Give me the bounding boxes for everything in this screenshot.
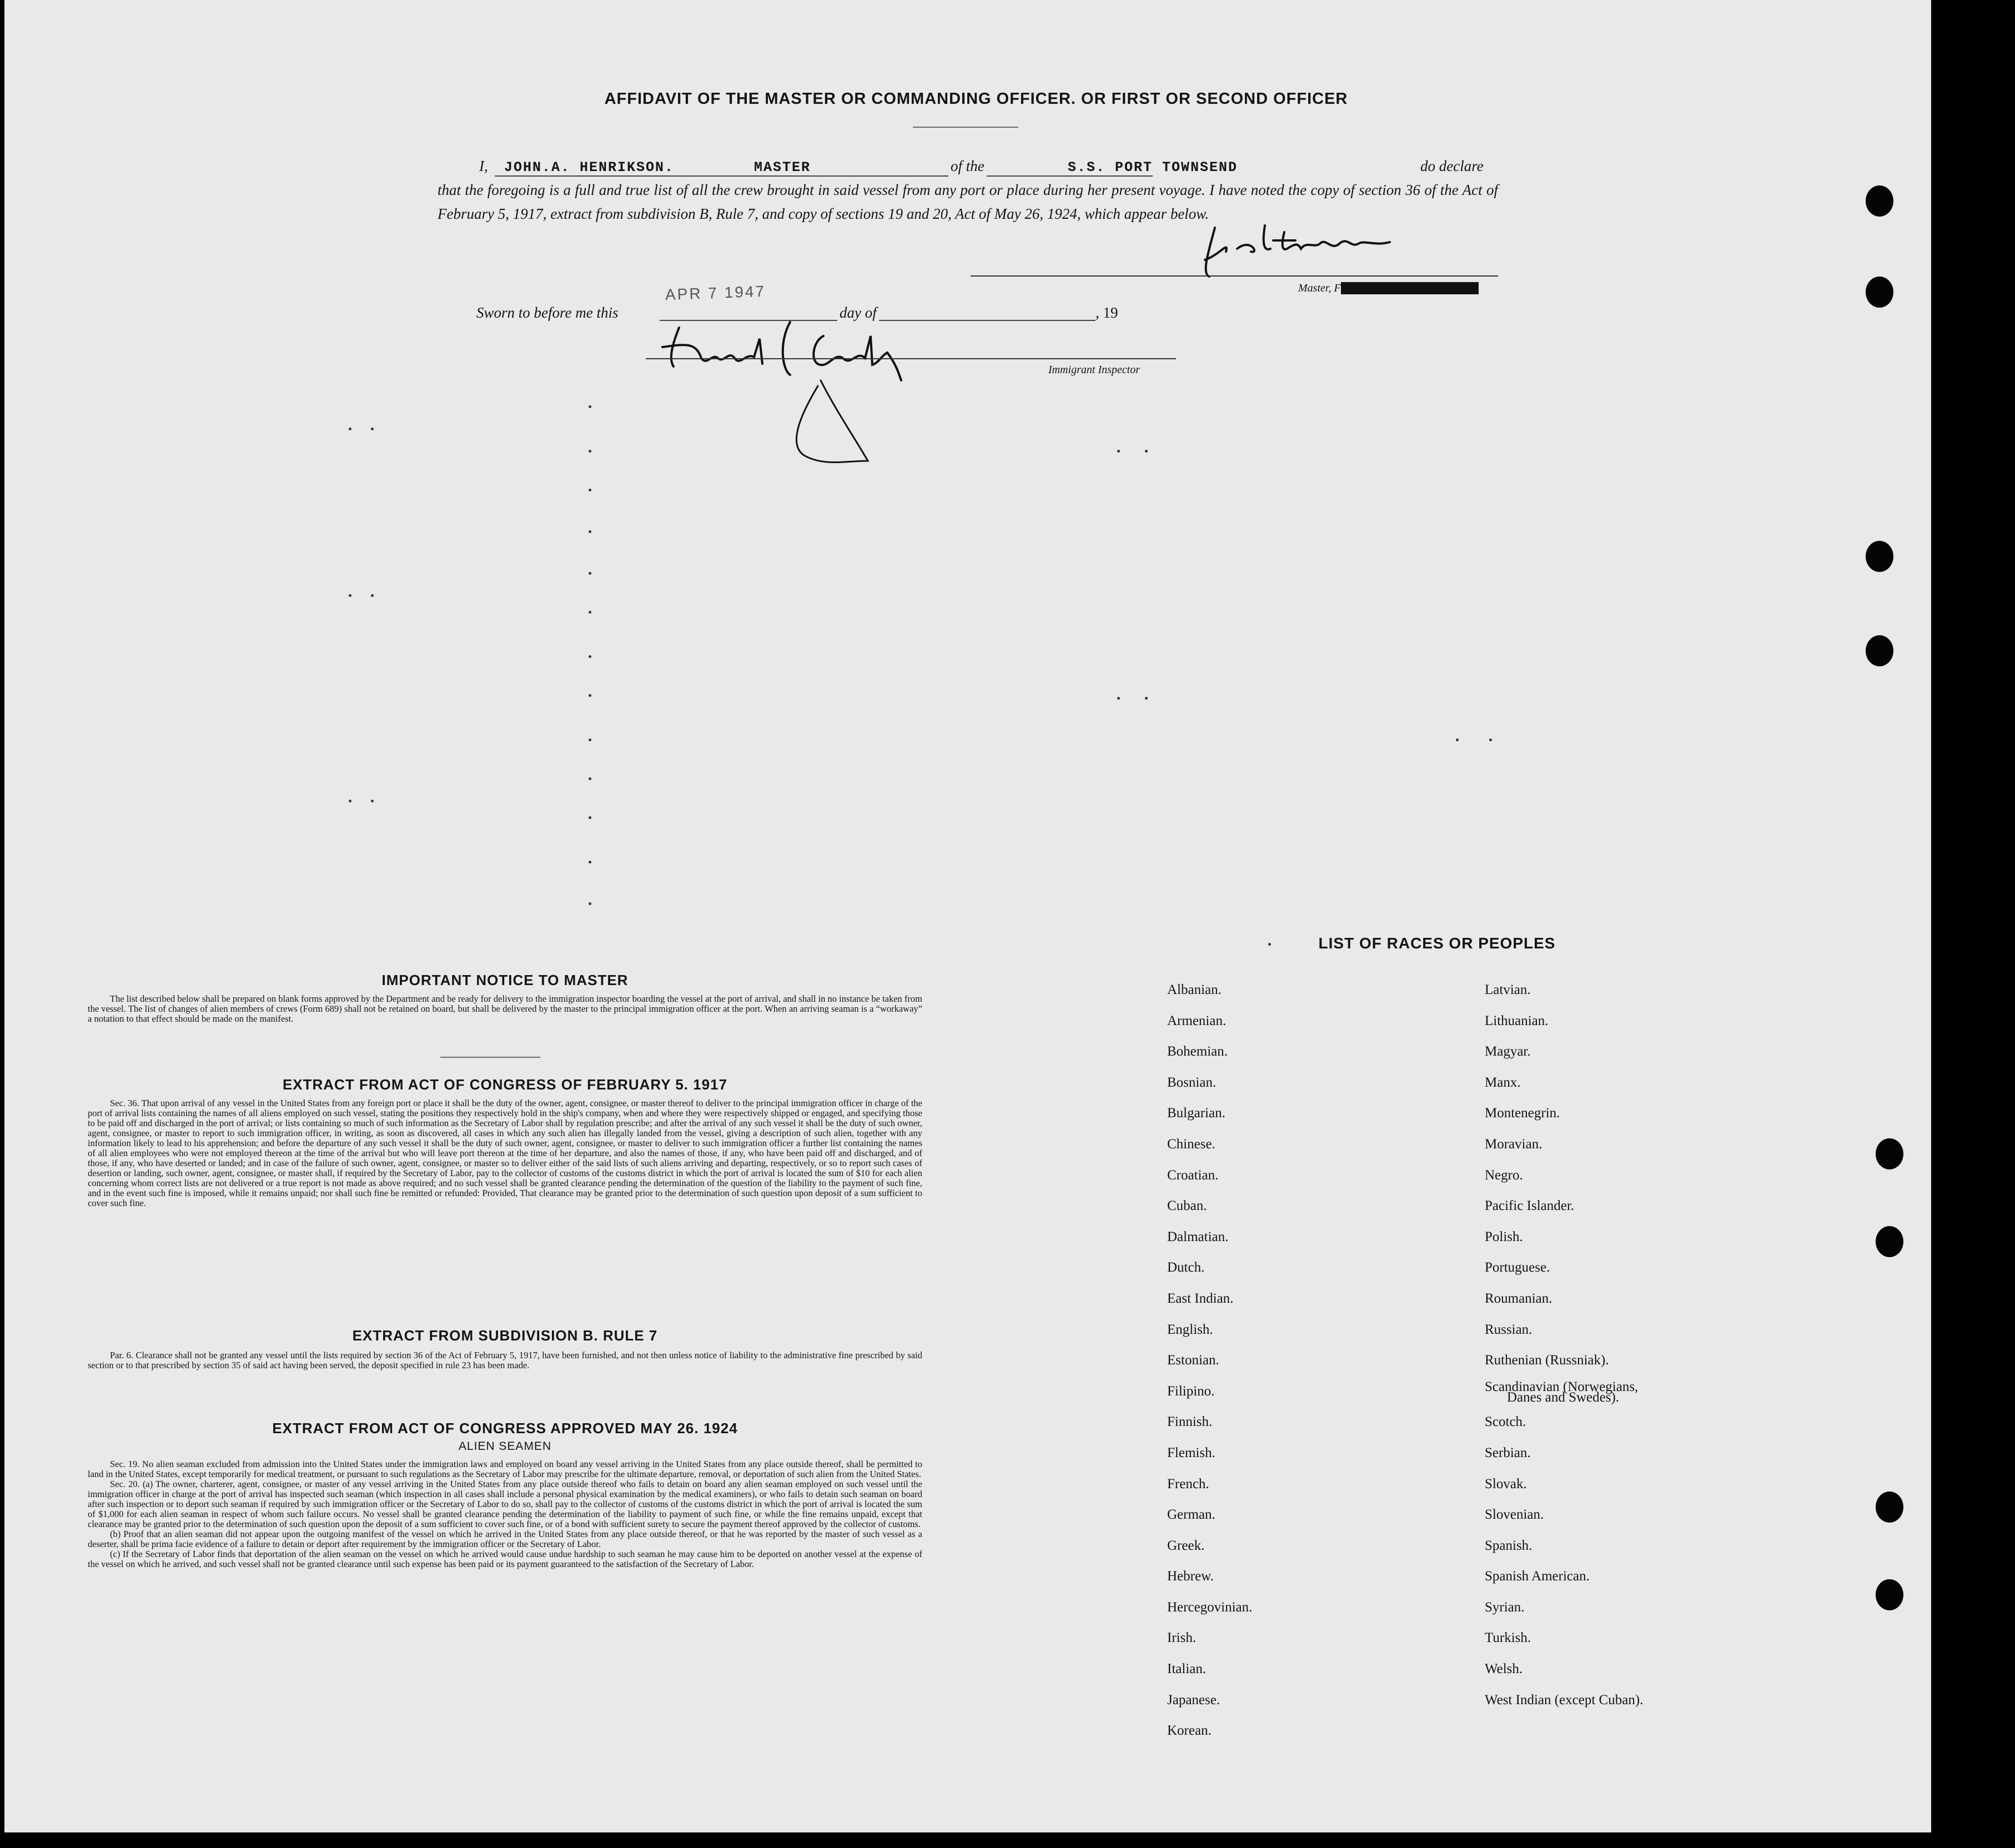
scan-dot — [589, 777, 591, 780]
race-item: Irish. — [1167, 1630, 1197, 1646]
race-item: Portuguese. — [1485, 1260, 1550, 1275]
race-item: Lithuanian. — [1485, 1013, 1549, 1028]
scan-dot — [349, 800, 351, 802]
race-item: Italian. — [1167, 1661, 1207, 1677]
scan-dot — [589, 861, 591, 863]
document-page — [4, 0, 1931, 1832]
races-right-column — [1485, 975, 1643, 1715]
affidavit-title: AFFIDAVIT OF THE MASTER OR COMMANDING OFFICER. OR FIRST OR SECOND OFFICER — [604, 90, 1348, 108]
extract-1917-text — [88, 1098, 922, 1208]
section-20a-paragraph: Sec. 20. (a) The owner, charterer, agent, consignee, or master of any vessel arriving in the United States from any place outside thereof who fails to detain on board any alien seaman employed on such vessel until the immigration officer in charge at the port of arrival has inspected such seaman (which inspection in all cases shall include a personal physical examination by the medical examiners), or who fails to detain such seaman on board after such inspection or to deport such seaman if required by such immigration officer or the Secretary of Labor to do so, shall pay to the collector of customs of the customs district in which the port of arrival is located the sum of $1,000 for each alien seaman in respect of whom such failure occurs. No vessel shall be granted clearance pending the determination of the liability to payment of such fine, or while the fine remains unpaid, except that clearance may be granted prior to the determination of such question upon the deposit of a sum sufficient to cover such fine, or of a bond with sufficient surety to secure the payment thereof approved by the collector of customs. — [88, 1479, 922, 1529]
section-20b-paragraph: (b) Proof that an alien seaman did not appear upon the outgoing manifest of the vessel on which he arrived in the United States from any place outside thereof, or that he was reported by the master of such vessel as a deserter, shall be prima facie evidence of a failure to detain or deport after requirement by the immigration officer or the Secretary of Labor. — [88, 1529, 922, 1549]
do-declare-label: do declare — [1420, 158, 1484, 174]
race-item: Scandinavian (Norwegians, — [1485, 1379, 1639, 1394]
race-item: Welsh. — [1485, 1661, 1523, 1677]
sworn-line — [476, 304, 619, 322]
master-label-struck: IRST OR SECOND OFFICER — [1340, 282, 1479, 294]
race-item: West Indian (except Cuban). — [1485, 1692, 1644, 1708]
scan-dot — [589, 572, 591, 575]
race-item: Chinese. — [1167, 1136, 1215, 1152]
day-of-label: day of — [837, 304, 879, 322]
scan-dot — [371, 428, 374, 430]
race-item: Pacific Islander. — [1485, 1198, 1575, 1214]
master-signature-line — [971, 275, 1498, 277]
race-item: Spanish. — [1485, 1538, 1532, 1553]
scan-dot — [589, 450, 591, 453]
notice-paragraph: The list described below shall be prepared on blank forms approved by the Department and be ready for delivery to the immigration inspector boarding the vessel at the port of arrival, and shall in no instance be taken from the vessel. The list of changes of alien members of crews (Form 689) shall not be retained on board, but shall be delivered by the master to the principal immigration officer at the port. When an arriving seaman is a “workaway” a notation to that effect should be made on the manifest. — [88, 993, 922, 1024]
date-stamp: APR 7 1947 — [665, 282, 766, 304]
notice-text — [88, 994, 922, 1024]
scan-dot — [349, 594, 351, 597]
punch-hole — [1866, 635, 1893, 666]
year-prefix: , 19 — [1096, 304, 1118, 321]
race-item: Dutch. — [1167, 1260, 1205, 1275]
scan-dot — [349, 428, 351, 430]
extract-1917-title: EXTRACT FROM ACT OF CONGRESS OF FEBRUARY 5. 1917 — [282, 1076, 728, 1093]
rule-7-title: EXTRACT FROM SUBDIVISION B. RULE 7 — [352, 1327, 658, 1344]
race-item: Bohemian. — [1167, 1044, 1228, 1059]
scan-dot — [1117, 450, 1120, 453]
scan-dot — [1145, 697, 1148, 700]
scan-dot — [371, 800, 374, 802]
race-item: Filipino. — [1167, 1383, 1215, 1399]
scan-dot — [1145, 450, 1148, 453]
notice-title: IMPORTANT NOTICE TO MASTER — [381, 972, 629, 988]
race-item: Turkish. — [1485, 1630, 1531, 1646]
extract-1924-title: EXTRACT FROM ACT OF CONGRESS APPROVED MAY 26. 1924 — [272, 1420, 738, 1437]
race-item: Danes and Swedes). — [1507, 1389, 1620, 1405]
race-item: Armenian. — [1167, 1013, 1227, 1028]
alien-seamen-subtitle: ALIEN SEAMEN — [458, 1440, 552, 1453]
scan-dot — [589, 816, 591, 819]
race-item: Hercegovinian. — [1167, 1599, 1253, 1615]
race-item: Spanish American. — [1485, 1569, 1590, 1584]
scan-dot — [1268, 943, 1271, 946]
master-name: JOHN.A. HENRIKSON. — [504, 159, 675, 175]
race-item: East Indian. — [1167, 1290, 1234, 1306]
declarant-line — [438, 154, 1498, 178]
race-item: German. — [1167, 1507, 1215, 1523]
affidavit-body — [438, 154, 1498, 226]
race-item: English. — [1167, 1322, 1213, 1337]
master-label-group — [1298, 282, 1479, 295]
scan-dot — [589, 611, 591, 614]
master-signature — [1198, 221, 1420, 282]
race-item: Magyar. — [1485, 1044, 1531, 1059]
race-item: Russian. — [1485, 1322, 1532, 1337]
scan-dot — [589, 655, 591, 658]
punch-hole — [1876, 1492, 1903, 1523]
scan-dot — [589, 694, 591, 697]
declarant-prefix: I, — [479, 158, 488, 174]
race-item: Serbian. — [1485, 1445, 1531, 1460]
race-item: Polish. — [1485, 1229, 1523, 1244]
notice-divider — [440, 1057, 540, 1058]
race-item: Slovak. — [1485, 1476, 1527, 1492]
race-item: Roumanian. — [1485, 1290, 1552, 1306]
race-item: Hebrew. — [1167, 1569, 1214, 1584]
title-divider — [913, 127, 1018, 128]
section-19-paragraph: Sec. 19. No alien seaman excluded from admission into the United States under the immigration laws and employed on board any vessel arriving in the United States from any place outside thereof, shall be permitted to land in the United States, except temporarily for medical treatment, or pursuant to such regulations as the Secretary of Labor may prescribe for the ultimate departure, removal, or deportation of such alien from the United States. — [88, 1459, 922, 1479]
scan-dot — [1456, 739, 1459, 741]
scan-dot — [1117, 697, 1120, 700]
race-item: Dalmatian. — [1167, 1229, 1229, 1244]
master-rank: MASTER — [754, 159, 811, 175]
race-item: Greek. — [1167, 1538, 1205, 1553]
race-item: Japanese. — [1167, 1692, 1220, 1708]
race-item: Slovenian. — [1485, 1507, 1544, 1523]
punch-hole — [1866, 541, 1893, 572]
scan-dot — [589, 489, 591, 491]
section-36-paragraph: Sec. 36. That upon arrival of any vessel in the United States from any foreign port or place it shall be the duty of the owner, agent, consignee, or master thereof to deliver to the principal immigration officer in charge of the port of arrival lists containing the names of all aliens employed on such vessel, stating the positions they respectively hold in the ship's company, when and where they were respectively shipped or engaged, and specifying those to be paid off and discharged in the port of arrival; or lists containing so much of such information as the Secretary of Labor shall by regulation prescribe; and after the arrival of any such vessel it shall be the duty of such owner, agent, consignee, or master to report to such immigration officer, in writing, as soon as discovered, all cases in which any such alien has illegally landed from the vessel, giving a description of such alien, together with any information likely to lead to his apprehension; and before the departure of any such vessel it shall be the duty of such owner, agent, consignee, or master to deliver to such immigration officer a further list containing the names of all alien employees who were not employed thereon at the time of the arrival but who will leave port thereon at the time of her departure, and also the names of those, if any, who have been paid off and discharged, and of those, if any, who have deserted or landed; and in case of the failure of such owner, agent, consignee, or master so to deliver either of the said lists of such aliens arriving and departing, respectively, or so to report such cases of desertion or landing, such owner, agent, consignee, or master shall, if required by the Secretary of Labor, pay to the collector of customs of the customs district in which the port of arrival is located the sum of $10 for each alien concerning whom correct lists are not delivered or a true report is not made as above required; and no such vessel shall be granted clearance pending the determination of the question of the liability to the payment of such fine, and in the event such fine is imposed, while it remains unpaid; nor shall such fine be remitted or refunded: Provided, That clearance may be granted prior to the determination of such question upon deposit of a sum sufficient to cover such fine. — [88, 1098, 922, 1208]
race-item: Flemish. — [1167, 1445, 1215, 1460]
inspector-label: Immigrant Inspector — [1048, 364, 1140, 376]
race-item: Montenegrin. — [1485, 1106, 1560, 1121]
punch-hole — [1866, 277, 1893, 308]
affidavit-text: that the foregoing is a full and true list of all the crew brought in said vessel from any port or place during her present voyage. I have noted the copy of section 36 of the Act of February 5, 1917, extract from subdivision B, Rule 7, and copy of sections 19 and 20, Act of May 26, 1924, which appear below. — [438, 182, 1498, 222]
punch-hole — [1866, 185, 1893, 217]
scan-dot — [1489, 739, 1492, 741]
race-item: Latvian. — [1485, 982, 1531, 997]
punch-hole — [1876, 1226, 1903, 1257]
master-label: Master, F — [1298, 282, 1341, 294]
rule-7-text — [88, 1350, 922, 1370]
race-item: Bosnian. — [1167, 1074, 1217, 1090]
race-item: Finnish. — [1167, 1414, 1213, 1430]
race-item: Bulgarian. — [1167, 1106, 1225, 1121]
race-item: Korean. — [1167, 1723, 1212, 1739]
race-item: Negro. — [1485, 1167, 1523, 1183]
punch-hole — [1876, 1579, 1903, 1610]
inspector-signature-line — [646, 358, 1176, 359]
race-item: Manx. — [1485, 1074, 1521, 1090]
race-item: French. — [1167, 1476, 1209, 1492]
sworn-text: Sworn to before me this — [476, 304, 619, 321]
scan-dot — [589, 530, 591, 533]
race-item: Scotch. — [1485, 1414, 1526, 1430]
race-item: Ruthenian (Russniak). — [1485, 1353, 1609, 1368]
scan-dot — [371, 594, 374, 597]
races-left-column — [1167, 975, 1252, 1746]
race-item: Syrian. — [1485, 1599, 1525, 1615]
inspector-signature — [651, 319, 940, 469]
section-20c-paragraph: (c) If the Secretary of Labor finds that deportation of the alien seaman on the vessel on which he arrived would cause undue hardship to such seaman he may cause him to be deported on another vessel at the expense of the vessel on which he arrived, and such vessel shall not be granted clearance until such expense has been paid or its payment guaranteed to the satisfaction of the Secretary of Labor. — [88, 1549, 922, 1569]
race-item: Croatian. — [1167, 1167, 1219, 1183]
rule-7-paragraph: Par. 6. Clearance shall not be granted any vessel until the lists required by section 36 of the Act of February 5, 1917, have been furnished, and not then unless notice of liability to the administrative fine prescribed by said section or to that prescribed by section 35 of said act having been served, the deposit specified in rule 23 has been made. — [88, 1350, 922, 1370]
race-item: Moravian. — [1485, 1136, 1542, 1152]
scan-dot — [589, 405, 591, 408]
race-item: Albanian. — [1167, 982, 1222, 997]
scan-dot — [589, 739, 591, 741]
of-the-label: of the — [948, 154, 987, 178]
punch-hole — [1876, 1138, 1903, 1169]
races-title: LIST OF RACES OR PEOPLES — [1318, 935, 1556, 952]
race-item: Cuban. — [1167, 1198, 1207, 1214]
extract-1924-text — [88, 1459, 922, 1569]
race-item: Estonian. — [1167, 1353, 1219, 1368]
vessel-name: S.S. PORT TOWNSEND — [1068, 159, 1238, 175]
scan-dot — [589, 902, 591, 905]
